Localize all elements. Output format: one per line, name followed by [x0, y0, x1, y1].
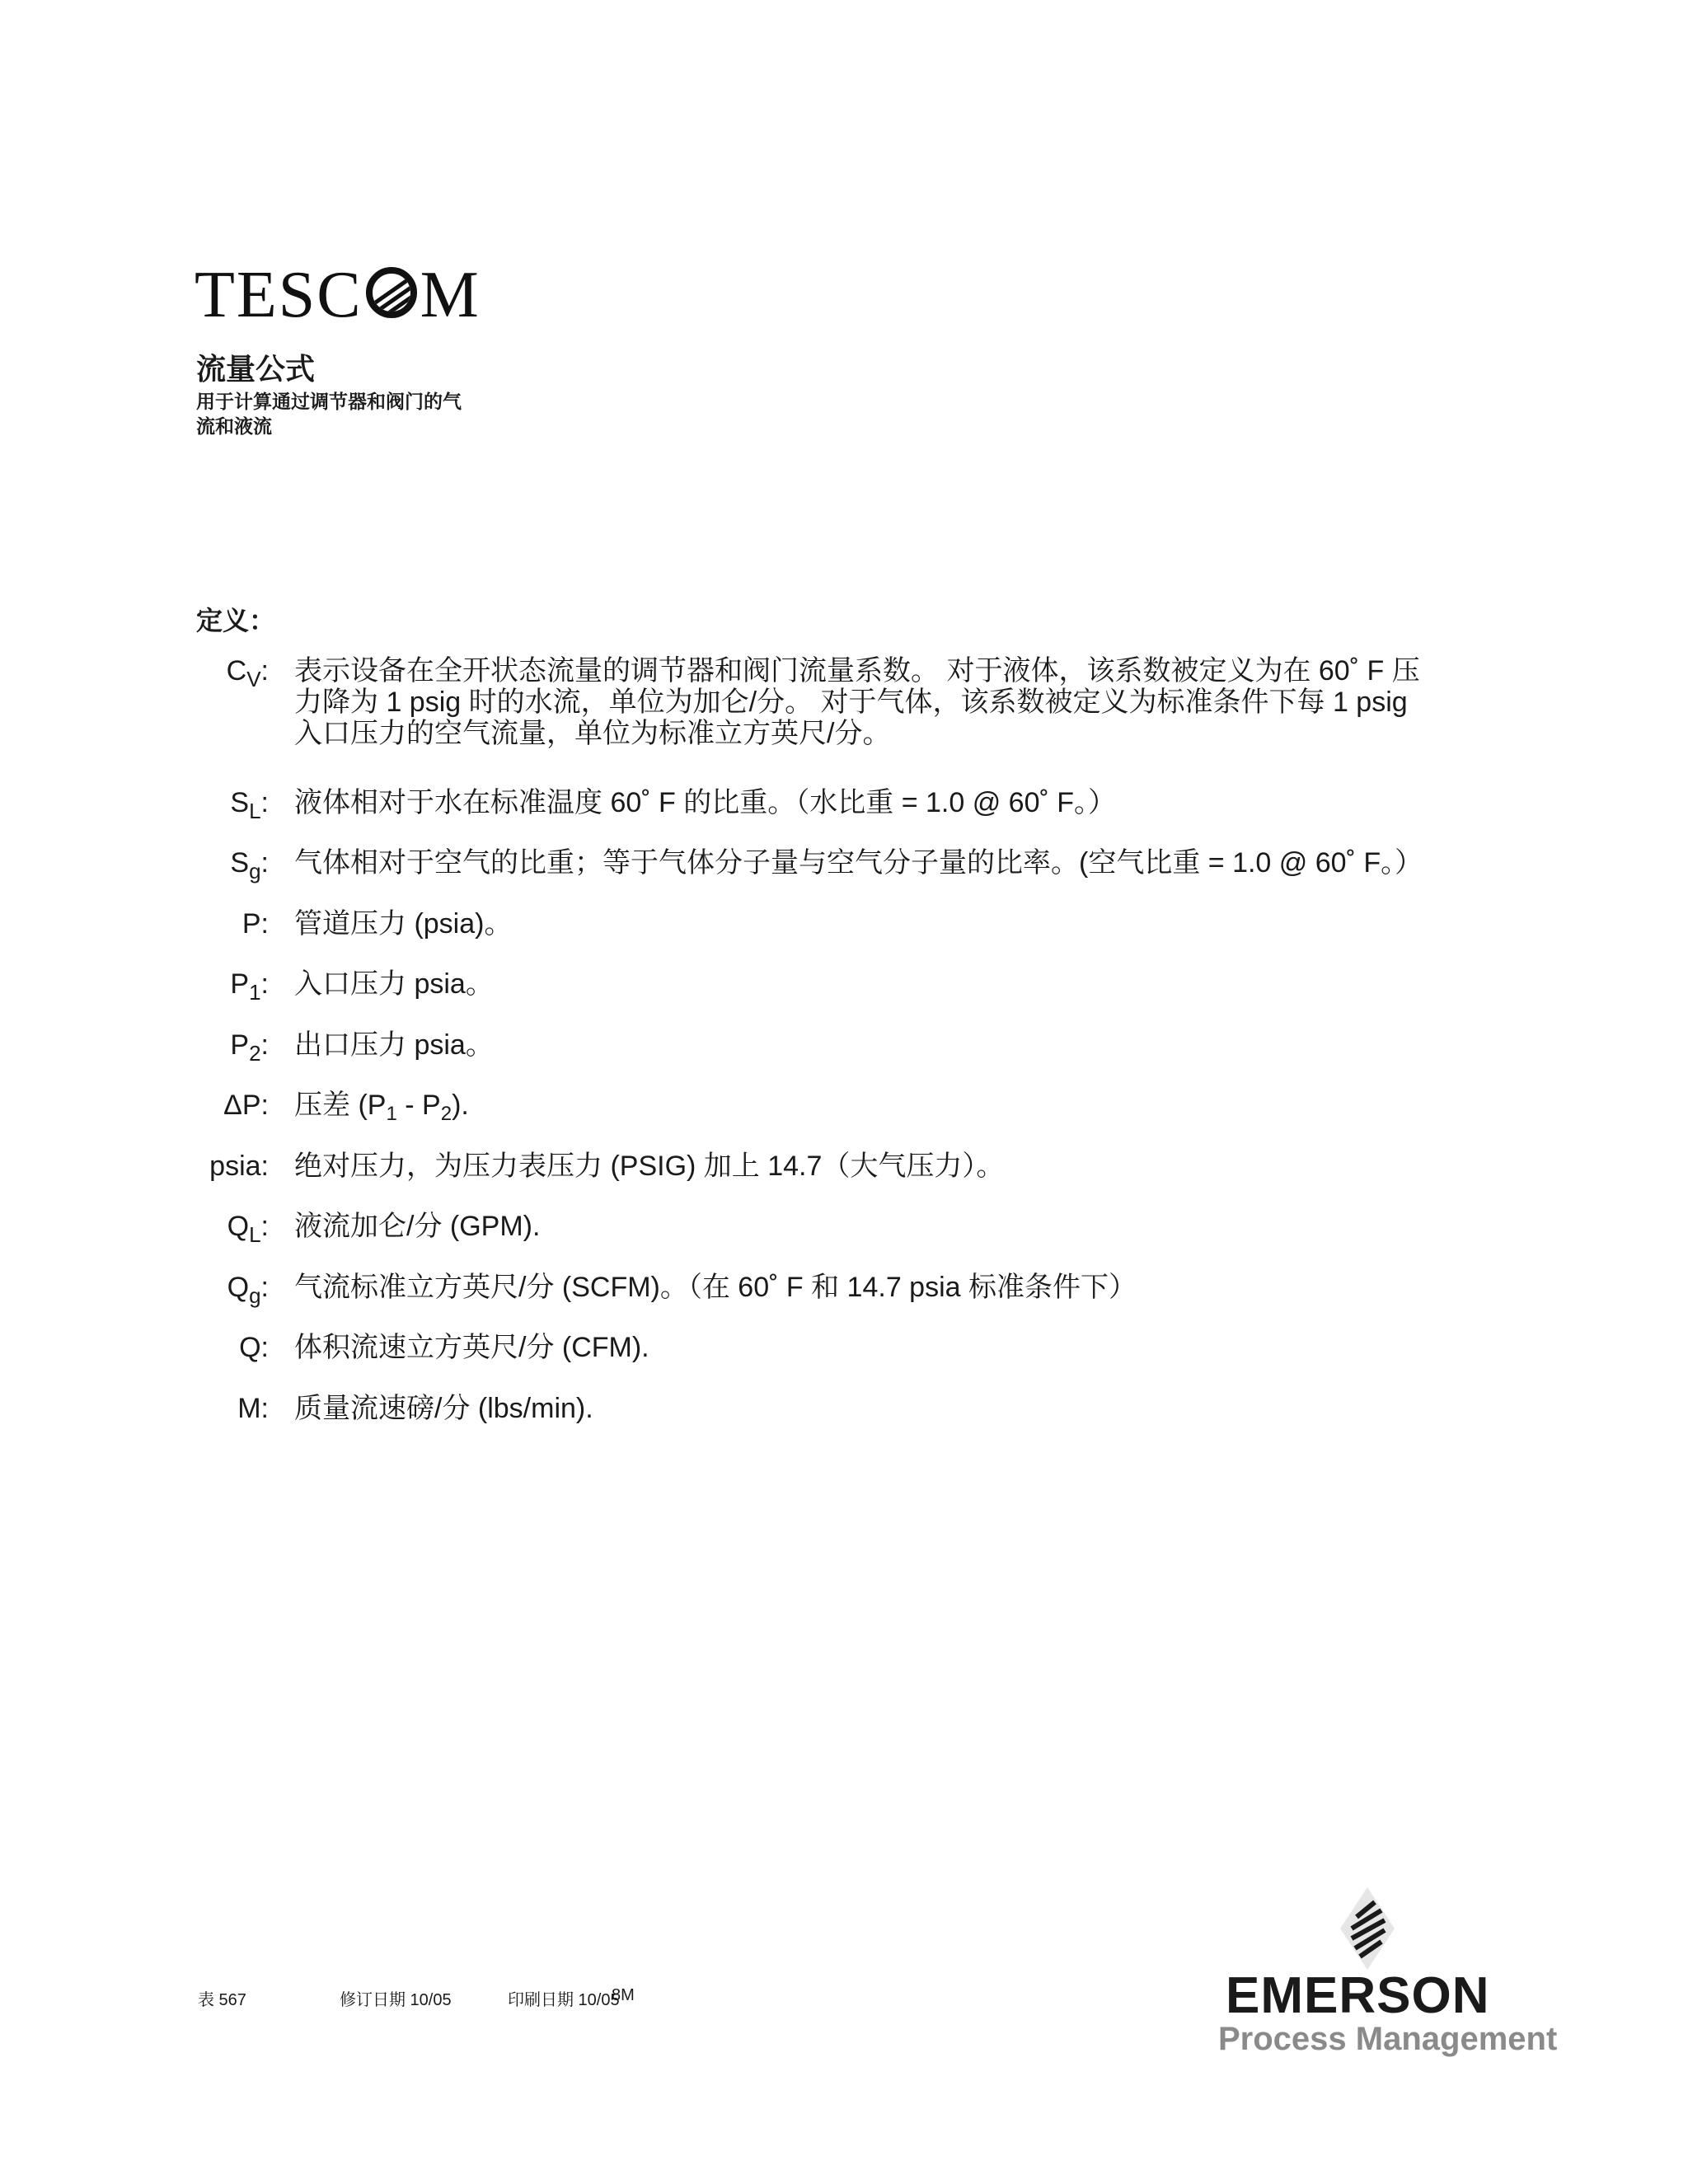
definition-description: 液体相对于水在标准温度 60˚ F 的比重。（水比重 = 1.0 @ 60˚ F。） — [294, 787, 1117, 818]
emerson-tagline: Process Management — [1218, 2021, 1558, 2057]
definition-description: 气体相对于空气的比重；等于气体分子量与空气分子量的比率。(空气比重 = 1.0 @ 60˚ F。） — [294, 847, 1423, 879]
definition-description: 表示设备在全开状态流量的调节器和阀门流量系数。 对于液体，该系数被定义为在 60˚ F 压 力降为 1 psig 时的水流，单位为加仑/分。 对于气体，该系数被定义为标准条件下每 1 psig 入口压力的空气流量，单位为标准立方英尺/分。 — [294, 655, 1420, 749]
definition-term: $S_g$: — [230, 847, 269, 883]
definition-description: 液流加仑/分 (GPM). — [294, 1211, 541, 1242]
form-number: 表 567 — [198, 1991, 246, 2009]
definition-term: $P_1$: — [230, 968, 269, 1005]
definition-description: 气流标准立方英尺/分 (SCFM)。（在 60˚ F 和 14.7 psia 标准条件下） — [294, 1272, 1137, 1303]
emerson-wordmark: EMERSON — [1226, 1967, 1490, 2024]
definition-term: $Q_g$: — [227, 1272, 269, 1308]
definition-term: ΔP: — [223, 1090, 269, 1121]
definition-description: 入口压力 psia。 — [294, 968, 494, 1000]
revision-date: 修订日期 10/05 — [340, 1991, 452, 2009]
subtitle-line: 流和液流 — [196, 415, 272, 437]
definition-description: 压差 $(P_1 - P_2)$. — [294, 1090, 469, 1125]
definitions-heading: 定义： — [196, 606, 276, 635]
definition-description: 出口压力 psia。 — [294, 1029, 494, 1061]
definition-term: psia: — [209, 1151, 269, 1182]
definition-term: $P_2$: — [230, 1029, 269, 1066]
definition-description: 绝对压力，为压力表压力 (PSIG) 加上 14.7（大气压力）。 — [294, 1151, 1005, 1182]
print-date: 印刷日期 10/05 — [508, 1991, 620, 2009]
definition-term: P: — [241, 908, 269, 940]
definition-term: $Q_L$: — [227, 1211, 269, 1247]
subtitle-line: 用于计算通过调节器和阀门的气 — [196, 391, 462, 412]
definition-term: Q: — [239, 1332, 269, 1363]
definition-description: 体积流速立方英尺/分 (CFM). — [294, 1332, 649, 1363]
document-subtitle — [196, 389, 559, 438]
emerson-logo-icon — [1340, 1887, 1395, 1970]
document-title: 流量公式 — [196, 352, 316, 386]
tescom-logo-o-icon — [366, 267, 417, 318]
definition-description: 管道压力 (psia)。 — [294, 908, 513, 940]
definition-term: M: — [237, 1393, 269, 1424]
definition-term: $S_L$: — [230, 787, 269, 823]
print-quantity: 8M — [612, 1986, 635, 2004]
tescom-logo: TESC M — [195, 259, 481, 331]
definition-term: $C_V$: — [226, 655, 269, 691]
definition-description: 质量流速磅/分 (lbs/min). — [294, 1393, 593, 1424]
